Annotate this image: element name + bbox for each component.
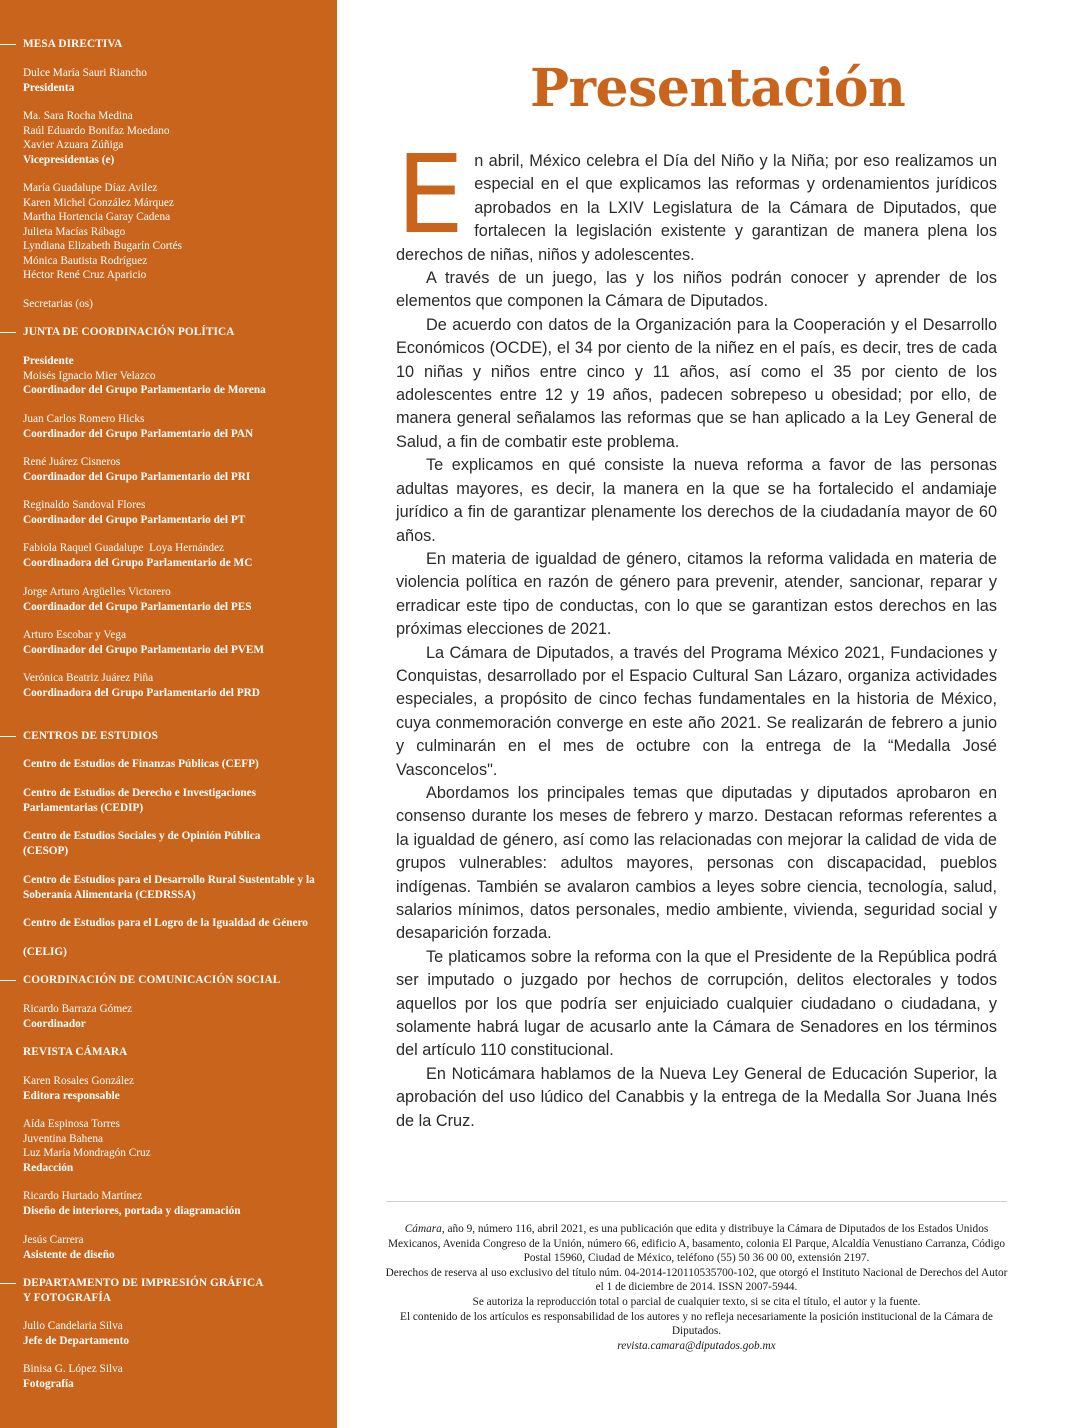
masthead-sidebar — [0, 0, 337, 1428]
centro-item: Centro de Estudios Sociales y de Opinión Pública (CESOP) — [23, 830, 261, 857]
credits-email[interactable]: revista.camara@diputados.gob.mx — [617, 1339, 776, 1352]
page-title: Presentación — [530, 58, 906, 119]
person-name: Ricardo Barraza Gómez — [23, 1003, 133, 1015]
person-role: Asistente de diseño — [23, 1248, 115, 1261]
person-name: Martha Hortencia Garay Cadena — [23, 211, 171, 223]
revista-redaccion — [23, 1117, 328, 1175]
revista-header: REVISTA CÁMARA — [23, 1046, 128, 1058]
magazine-name: Cámara — [404, 1223, 442, 1235]
person-name: Mónica Bautista Rodríguez — [23, 254, 148, 267]
article-paragraph: La Cámara de Diputados, a través del Programa México 2021, Fundaciones y Conquistas, desarrollado por el Espacio Cultural San Lázaro, organiza actividades especiales, a propósito de cinco fechas fundamentales en la historia de México, cuya conmemoración converge en este año 2021. Se realizarán de febrero a junio y culminarán en el mes de octubre con la entrega de la “Medalla José Vasconcelos". — [396, 643, 997, 779]
person-name: Jesús Carrera — [23, 1234, 84, 1246]
mesa-vicepresidentes — [23, 109, 328, 167]
jucopo-member — [23, 412, 328, 441]
person-name: Julio Candelaria Silva — [23, 1320, 123, 1332]
article-paragraph: A través de un juego, las y los niños podrán conocer y aprender de los elementos que componen la Cámara de Diputados. — [396, 269, 997, 311]
jucopo-member — [23, 541, 328, 570]
publication-credits — [384, 1222, 1009, 1353]
jucopo-member — [23, 585, 328, 614]
comunicacion-header: COORDINACIÓN DE COMUNICACIÓN SOCIAL — [23, 974, 281, 986]
centro-item: Centro de Estudios para el Logro de la Igualdad de Género — [23, 917, 308, 929]
jucopo-member — [23, 455, 328, 484]
person-role: Coordinador del Grupo Parlamentario del PVEM — [23, 643, 265, 656]
person-name: Juan Carlos Romero Hicks — [23, 413, 145, 425]
person-name: Juventina Bahena — [23, 1132, 103, 1145]
article-paragraph: Abordamos los principales temas que diputadas y diputados aprobaron en consenso durante los meses de febrero y marzo. Destacan reformas referentes a la igualdad de género, así como las relacionadas con mejorar la calidad de vida de grupos vulnerables: adultos mayores, personas con discapacidad, pueblos indígenas. También se avalaron cambios a leyes sobre ciencia, tecnología, salud, salarios mínimos, datos personales, medio ambiente, vivienda, seguridad social y desaparición forzada. — [396, 783, 997, 943]
section-divider — [0, 736, 16, 737]
article-paragraph: Te platicamos sobre la reforma con la que el Presidente de la República podrá ser imputado o juzgado por hechos de corrupción, delitos electorales y todos aquellos por los que podría ser enjuiciado cualquier ciudadano o ciudadana, y solamente habrá lugar de acusarlo ante la Cámara de Senadores en los términos del artículo 110 constitucional. — [396, 947, 997, 1060]
article-paragraph: De acuerdo con datos de la Organización para la Cooperación y el Desarrollo Económicos (OCDE), el 34 por ciento de la niñez en el país, es decir, tres de cada 10 niñas y niños entre cinco y 11 años, así como el 35 por ciento de los adolescentes entre 12 y 19 años, padecen sobrepeso u obesidad; por ello, de manera general señalamos las reformas que se han aplicado a la Ley General de Salud, a fin de combatir este problema. — [396, 315, 997, 451]
person-name: Raúl Eduardo Bonifaz Moedano — [23, 124, 170, 137]
person-name: Arturo Escobar y Vega — [23, 629, 127, 641]
article-paragraph: En materia de igualdad de género, citamos la reforma validada en materia de violencia política en razón de género para prevenir, atender, sancionar, reparar y erradicar este tipo de conductas, con lo que se garantizan estos derechos en las próximas elecciones de 2021. — [396, 549, 997, 639]
impresion-fotografia — [23, 1362, 328, 1391]
centro-item: (CELIG) — [23, 946, 67, 958]
mesa-directiva-header: MESA DIRECTIVA — [23, 38, 123, 50]
person-role: Coordinador del Grupo Parlamentario del PAN — [23, 427, 254, 440]
drop-cap: E — [396, 133, 465, 258]
person-role: Presidente — [23, 355, 74, 367]
mesa-secretarias-role: Secretarias (os) — [23, 298, 93, 310]
person-name: Lyndiana Elizabeth Bugarín Cortés — [23, 240, 183, 252]
person-role: Presidenta — [23, 81, 75, 94]
person-role: Coordinadora del Grupo Parlamentario de MC — [23, 556, 253, 569]
impresion-jefe — [23, 1319, 328, 1348]
impresion-header — [23, 1276, 328, 1305]
person-role: Fotografía — [23, 1377, 74, 1390]
centro-item: Centro de Estudios de Finanzas Públicas (CEFP) — [23, 758, 259, 770]
revista-asistente — [23, 1233, 328, 1262]
jucopo-member — [23, 354, 328, 398]
section-divider — [0, 980, 16, 981]
person-name: Karen Rosales González — [23, 1075, 135, 1087]
credits-line: El contenido de los artículos es responsabilidad de los autores y no refleja necesariamente la posición institucional de la Cámara de Diputados. — [400, 1310, 993, 1338]
section-divider — [0, 1283, 16, 1284]
person-name: Reginaldo Sandoval Flores — [23, 499, 146, 511]
centro-item: Centro de Estudios para el Desarrollo Rural Sustentable y la Soberanía Alimentaria (CEDRSSA) — [23, 874, 315, 901]
centros-header: CENTROS DE ESTUDIOS — [23, 730, 158, 742]
section-divider — [0, 44, 16, 45]
credits-text: , año 9, número 116, abril 2021, es una publicación que edita y distribuye la Cámara de Diputados de los Estados Unidos Mexicanos, Avenida Congreso de la Unión, número 66, edificio A, basamento, colonia El Parque, Alcaldía Venustiano Carranza, Código Postal 15960, Ciudad de México, teléfono (55) 50 36 00 00, extensión 2197. — [388, 1223, 1005, 1265]
comunicacion-coordinador — [23, 1002, 328, 1031]
person-name: María Guadalupe Díaz Avilez — [23, 182, 158, 194]
person-name: Ricardo Hurtado Martínez — [23, 1190, 143, 1202]
revista-diseno — [23, 1189, 328, 1218]
credits-line — [384, 1222, 1009, 1266]
person-role: Coordinador del Grupo Parlamentario del PT — [23, 513, 246, 526]
person-role: Jefe de Departamento — [23, 1334, 130, 1347]
jucopo-member — [23, 671, 328, 700]
mesa-secretarias — [23, 181, 328, 283]
person-name: Ma. Sara Rocha Medina — [23, 110, 133, 122]
credits-divider — [386, 1201, 1007, 1202]
centro-item: Centro de Estudios de Derecho e Investigaciones Parlamentarias (CEDIP) — [23, 787, 257, 814]
section-divider — [0, 332, 16, 333]
person-name: René Juárez Cisneros — [23, 456, 121, 468]
jucopo-header: JUNTA DE COORDINACIÓN POLÍTICA — [23, 326, 235, 338]
paragraph-text: n abril, México celebra el Día del Niño y la Niña; por eso realizamos un especial en el que explicamos las reformas y ordenamientos jurídicos aprobados en la LXIV Legislatura de la Cámara de Diputados, que fortalecen la legislación existente y garantizan de manera plena los derechos de niñas, niños y adolescentes. — [396, 152, 997, 264]
jucopo-member — [23, 628, 328, 657]
person-role: Vicepresidentas (e) — [23, 153, 115, 166]
article-paragraph: Te explicamos en qué consiste la nueva reforma a favor de las personas adultas mayores, es decir, la manera en la que se ha fortalecido el andamiaje jurídico a fin de garantizar plenamente los derechos de la ciudadanía mayor de 60 años. — [396, 456, 997, 545]
person-name: Verónica Beatriz Juárez Piña — [23, 672, 154, 684]
person-name: Fabiola Raquel Guadalupe Loya Hernández — [23, 542, 225, 554]
person-role: Coordinadora del Grupo Parlamentario del PRD — [23, 686, 260, 699]
person-name: Binisa G. López Silva — [23, 1363, 123, 1375]
revista-editora — [23, 1074, 328, 1103]
article-body — [396, 133, 997, 1133]
person-name: Julieta Macías Rábago — [23, 225, 126, 238]
person-name: Aída Espinosa Torres — [23, 1118, 120, 1130]
person-role: Coordinador del Grupo Parlamentario de Morena — [23, 384, 266, 396]
person-name: Karen Michel González Márquez — [23, 196, 174, 209]
impresion-header-line: Y FOTOGRAFÍA — [23, 1291, 112, 1304]
person-name: Moisés Ignacio Mier Velazco — [23, 369, 156, 382]
person-role: Coordinador del Grupo Parlamentario del PRI — [23, 470, 251, 483]
mesa-presidente — [23, 66, 328, 95]
person-role: Coordinador — [23, 1017, 86, 1030]
person-role: Redacción — [23, 1161, 74, 1174]
credits-line: Derechos de reserva al uso exclusivo del título núm. 04-2014-120110535700-102, que otorgó el Instituto Nacional de Derechos del Autor el 1 de diciembre de 2014. ISSN 2007-5944. — [385, 1266, 1008, 1294]
article-paragraph: En Noticámara hablamos de la Nueva Ley General de Educación Superior, la aprobación del uso lúdico del Canabbis y la entrega de la Medalla Sor Juana Inés de la Cruz. — [396, 1064, 997, 1130]
person-name: Luz María Mondragón Cruz — [23, 1147, 151, 1159]
person-name: Xavier Azuara Zúñiga — [23, 139, 124, 151]
article-paragraph — [396, 133, 997, 267]
person-role: Editora responsable — [23, 1089, 120, 1102]
jucopo-member — [23, 498, 328, 527]
person-role: Diseño de interiores, portada y diagramación — [23, 1204, 241, 1217]
impresion-header-line: DEPARTAMENTO DE IMPRESIÓN GRÁFICA — [23, 1277, 264, 1289]
person-name: Jorge Arturo Argüelles Victorero — [23, 586, 171, 598]
person-name: Dulce María Sauri Riancho — [23, 67, 147, 79]
person-name: Héctor René Cruz Aparicio — [23, 269, 147, 281]
credits-line: Se autoriza la reproducción total o parcial de cualquier texto, si se cita el título, el autor y la fuente. — [472, 1295, 921, 1308]
person-role: Coordinador del Grupo Parlamentario del PES — [23, 600, 252, 613]
